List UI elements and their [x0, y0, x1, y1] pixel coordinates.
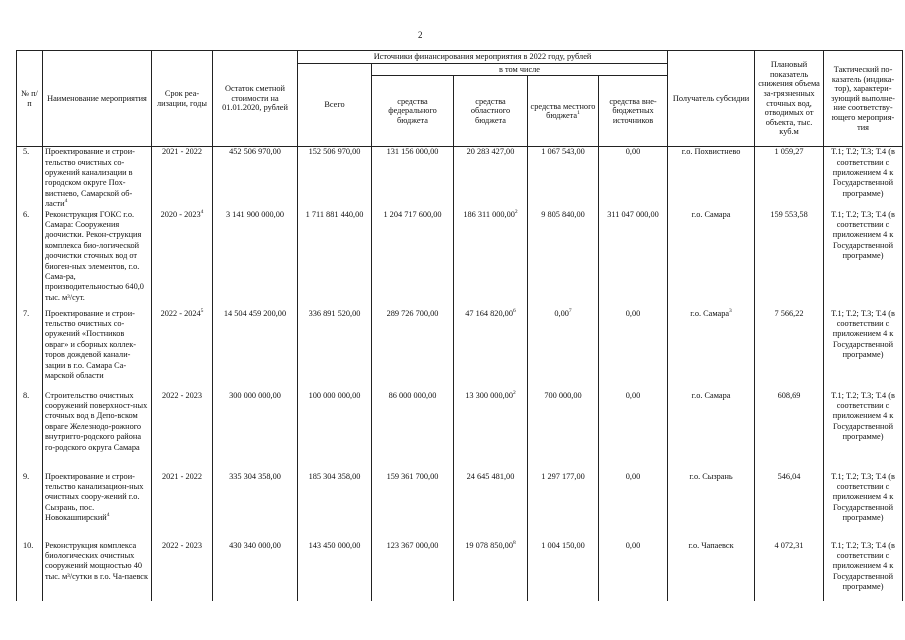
row-name-footnote: 4 [64, 198, 68, 205]
row-term-text: 2022 - 2023 [161, 540, 203, 550]
row-balance: 3 141 900 000,00 [213, 210, 298, 309]
row-regional [454, 147, 528, 210]
row-regional-text: 13 300 000,00 [465, 390, 513, 400]
page-number: 2 [418, 30, 423, 40]
header-recipient: Получатель субсидии [668, 51, 755, 147]
row-balance: 452 506 970,00 [213, 147, 298, 210]
row-regional-text: 24 645 481,00 [466, 471, 515, 481]
row-name [43, 541, 152, 601]
row-federal: 289 726 700,00 [372, 309, 454, 391]
row-total: 1 711 881 440,00 [298, 210, 372, 309]
row-local-text: 0,00 [554, 308, 569, 318]
row-regional-text: 47 164 820,00 [465, 308, 513, 318]
row-name-text: Проектирование и строи-тельство очистных со-оружений канализации в городском округе Пох-вистнево, Самарской об-ласти [45, 147, 135, 209]
row-term [152, 147, 213, 210]
row-regional [454, 391, 528, 472]
row-tactic: Т.1; Т.2; Т.3; Т.4 (в соответствии с приложением 4 к Государственной программе) [824, 541, 903, 601]
row-recipient-text: г.о. Сызрань [689, 471, 733, 481]
row-federal: 123 367 000,00 [372, 541, 454, 601]
row-plan: 608,69 [755, 391, 824, 472]
row-regional-footnote: 6 [512, 307, 516, 314]
row-recipient [668, 391, 755, 472]
row-extra: 311 047 000,00 [599, 210, 668, 309]
header-name: Наименование мероприятия [43, 51, 152, 147]
header-local [528, 76, 599, 147]
row-regional [454, 309, 528, 391]
row-extra: 0,00 [599, 541, 668, 601]
row-term-text: 2022 - 2024 [160, 308, 201, 318]
table-row [17, 391, 903, 472]
row-term [152, 541, 213, 601]
row-name-text: Строительство очистных сооружений поверхност-ных сточных вод в Депо-вском овраге Железнодо-рожного внутригго-родского района го-родского округа Самара [45, 390, 148, 452]
row-num: 7. [17, 309, 43, 391]
header-federal: средства федерального бюджета [372, 76, 454, 147]
row-name [43, 472, 152, 541]
row-name-text: Реконструкция ГОКС г.о. Самара: Сооружения доочистки. Рекон-струкция комплекса био-логической доочистки сточных вод от биоген-ных элементов, г.о. Сама-ра, производительностью 640,0 тыс. м³/сут. [45, 209, 144, 302]
row-term [152, 210, 213, 309]
row-regional-text: 186 311 000,00 [463, 209, 515, 219]
row-regional-footnote: 2 [512, 389, 516, 396]
header-regional: средства областного бюджета [454, 76, 528, 147]
row-recipient-text: г.о. Чапаевск [688, 540, 734, 550]
row-extra: 0,00 [599, 391, 668, 472]
row-total: 185 304 358,00 [298, 472, 372, 541]
row-balance: 335 304 358,00 [213, 472, 298, 541]
row-plan: 7 566,22 [755, 309, 824, 391]
table-row [17, 147, 903, 210]
row-regional-text: 20 283 427,00 [466, 147, 515, 157]
row-recipient [668, 147, 755, 210]
row-recipient [668, 472, 755, 541]
row-balance: 430 340 000,00 [213, 541, 298, 601]
header-plan: Плановый показатель снижения объема за-грязненных сточных вод, отводимых от объекта, тыс. куб.м [755, 51, 824, 147]
row-plan: 159 553,58 [755, 210, 824, 309]
row-total: 336 891 520,00 [298, 309, 372, 391]
row-recipient-text: г.о. Самара [691, 390, 731, 400]
row-local [528, 210, 599, 309]
row-local-text: 700 000,00 [544, 390, 582, 400]
row-total: 143 450 000,00 [298, 541, 372, 601]
header-including: в том числе [372, 63, 668, 76]
row-recipient-text: г.о. Самара [690, 308, 730, 318]
table-row [17, 309, 903, 391]
row-federal: 1 204 717 600,00 [372, 210, 454, 309]
row-recipient [668, 309, 755, 391]
row-regional [454, 541, 528, 601]
header-local-footnote: 1 [577, 110, 580, 117]
row-extra: 0,00 [599, 472, 668, 541]
row-federal: 159 361 700,00 [372, 472, 454, 541]
row-recipient-text: г.о. Похвистнево [681, 147, 741, 157]
row-term-footnote: 4 [200, 208, 204, 215]
row-name [43, 391, 152, 472]
row-recipient [668, 210, 755, 309]
table-body [17, 147, 903, 601]
header-total: Всего [298, 63, 372, 147]
row-name [43, 210, 152, 309]
row-num: 6. [17, 210, 43, 309]
row-recipient-footnote: 3 [729, 307, 732, 314]
table-header [17, 51, 903, 147]
row-local-text: 1 067 543,00 [541, 147, 585, 157]
row-local [528, 391, 599, 472]
row-total: 152 506 970,00 [298, 147, 372, 210]
row-num: 8. [17, 391, 43, 472]
row-plan: 4 072,31 [755, 541, 824, 601]
row-local-text: 1 297 177,00 [541, 471, 585, 481]
row-name-footnote: 4 [106, 512, 110, 519]
row-regional [454, 210, 528, 309]
header-tactic: Тактический по-казатель (индика-тор), характери-зующий выполне-ние соответству-ющего мероприя-тия [824, 51, 903, 147]
row-balance: 300 000 000,00 [213, 391, 298, 472]
row-term-text: 2021 - 2022 [161, 471, 203, 481]
row-name-text: Реконструкция комплекса биологических очистных сооружений мощностью 40 тыс. м³/сутки в г.о. Ча-паевск [45, 540, 149, 581]
row-recipient-text: г.о. Самара [691, 209, 731, 219]
row-recipient [668, 541, 755, 601]
row-extra: 0,00 [599, 309, 668, 391]
row-term-text: 2021 - 2022 [161, 147, 203, 157]
row-regional-footnote: 2 [514, 208, 518, 215]
row-extra: 0,00 [599, 147, 668, 210]
row-tactic: Т.1; Т.2; Т.3; Т.4 (в соответствии с приложением 4 к Государственной программе) [824, 147, 903, 210]
row-regional [454, 472, 528, 541]
row-num: 10. [17, 541, 43, 601]
row-plan: 546,04 [755, 472, 824, 541]
header-term: Срок реа-лизации, годы [152, 51, 213, 147]
row-regional-text: 19 078 850,00 [465, 540, 513, 550]
row-local [528, 541, 599, 601]
row-term-text: 2020 - 2023 [160, 209, 201, 219]
row-local [528, 147, 599, 210]
row-term [152, 391, 213, 472]
row-num: 9. [17, 472, 43, 541]
row-tactic: Т.1; Т.2; Т.3; Т.4 (в соответствии с приложением 4 к Государственной программе) [824, 391, 903, 472]
row-regional-footnote: 8 [512, 539, 516, 546]
header-sources-group: Источники финансирования мероприятия в 2022 году, рублей [298, 51, 668, 64]
header-num: № п/п [17, 51, 43, 147]
header-balance: Остаток сметной стоимости на 01.01.2020, рублей [213, 51, 298, 147]
funding-table [16, 50, 903, 601]
row-local-footnote: 7 [568, 307, 572, 314]
row-local [528, 472, 599, 541]
row-term [152, 472, 213, 541]
table-row [17, 541, 903, 601]
table-row [17, 472, 903, 541]
header-local-text: средства местного бюджета [530, 101, 596, 121]
row-num: 5. [17, 147, 43, 210]
row-federal: 86 000 000,00 [372, 391, 454, 472]
header-extra: средства вне-бюджетных источников [599, 76, 668, 147]
table-row [17, 210, 903, 309]
row-tactic: Т.1; Т.2; Т.3; Т.4 (в соответствии с приложением 4 к Государственной программе) [824, 210, 903, 309]
row-name [43, 147, 152, 210]
row-name-text: Проектирование и строи-тельство очистных со-оружений «Постников овраг» и сборных коллек-торов дождевой канали-зации в г.о. Самара Са-марской области [45, 308, 136, 381]
row-balance: 14 504 459 200,00 [213, 309, 298, 391]
row-tactic: Т.1; Т.2; Т.3; Т.4 (в соответствии с приложением 4 к Государственной программе) [824, 472, 903, 541]
row-plan: 1 059,27 [755, 147, 824, 210]
row-name-text: Проектирование и строи-тельство канализацион-ных очистных соору-жений г.о. Сызрань, пос. Новокашпирский [45, 471, 144, 523]
row-local [528, 309, 599, 391]
row-total: 100 000 000,00 [298, 391, 372, 472]
row-name [43, 309, 152, 391]
row-local-text: 1 004 150,00 [541, 540, 585, 550]
row-local-text: 9 805 840,00 [541, 209, 585, 219]
row-tactic: Т.1; Т.2; Т.3; Т.4 (в соответствии с приложением 4 к Государственной программе) [824, 309, 903, 391]
row-term-text: 2022 - 2023 [161, 390, 203, 400]
row-term [152, 309, 213, 391]
row-federal: 131 156 000,00 [372, 147, 454, 210]
row-term-footnote: 5 [200, 307, 204, 314]
